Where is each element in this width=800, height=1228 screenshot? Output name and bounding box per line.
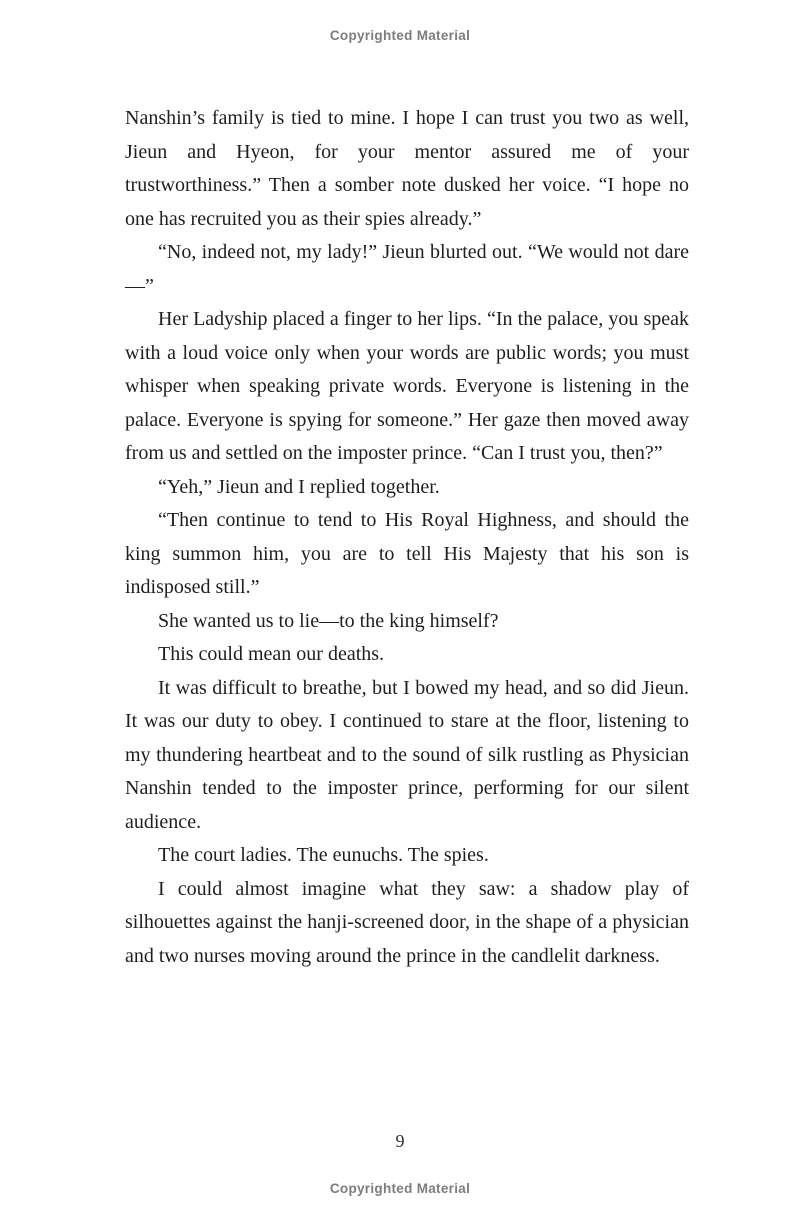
paragraph: Nanshin’s family is tied to mine. I hope I can trust you two as well, Jieun and Hyeon, for your mentor assured me of your trustworthiness.” Then a somber note dusked her voice. “I hope no one has recruited you as their spies already.” — [125, 107, 689, 230]
copyright-notice-bottom: Copyrighted Material — [329, 1181, 471, 1196]
paragraph: “Then continue to tend to His Royal Highness, and should the king summon him, you are to tell His Majesty that his son is indisposed still.” — [125, 509, 689, 598]
paragraph: She wanted us to lie—to the king himself? — [158, 609, 499, 632]
paragraph: “No, indeed not, my lady!” Jieun blurted out. “We would not dare—” — [125, 241, 689, 297]
paragraph: This could mean our deaths. — [158, 643, 385, 665]
paragraph: It was difficult to breathe, but I bowed my head, and so did Jieun. It was our duty to obey. I continued to stare at the floor, listening to my thundering heartbeat and to the sound of silk rustling as Physician Nanshin tended to the imposter prince, performing for our silent audience. — [125, 676, 689, 833]
paragraph: The court ladies. The eunuchs. The spies. — [158, 844, 489, 866]
body-text — [125, 102, 689, 973]
paragraph: I could almost imagine what they saw: a shadow play of silhouettes against the hanji-screened door, in the shape of a physician and two nurses moving around the prince in the candlelit darkness. — [125, 877, 689, 967]
page-number: 9 — [395, 1131, 405, 1151]
paragraph: “Yeh,” Jieun and I replied together. — [158, 475, 440, 498]
paragraph: Her Ladyship placed a finger to her lips. “In the palace, you speak with a loud voice only when your words are public words; you must whisper when speaking private words. Everyone is listening in the palace. Everyone is spying for someone.” Her gaze then moved away from us and settled on the imposter prince. “Can I trust you, then?” — [125, 308, 689, 464]
copyright-notice-top: Copyrighted Material — [329, 28, 471, 43]
